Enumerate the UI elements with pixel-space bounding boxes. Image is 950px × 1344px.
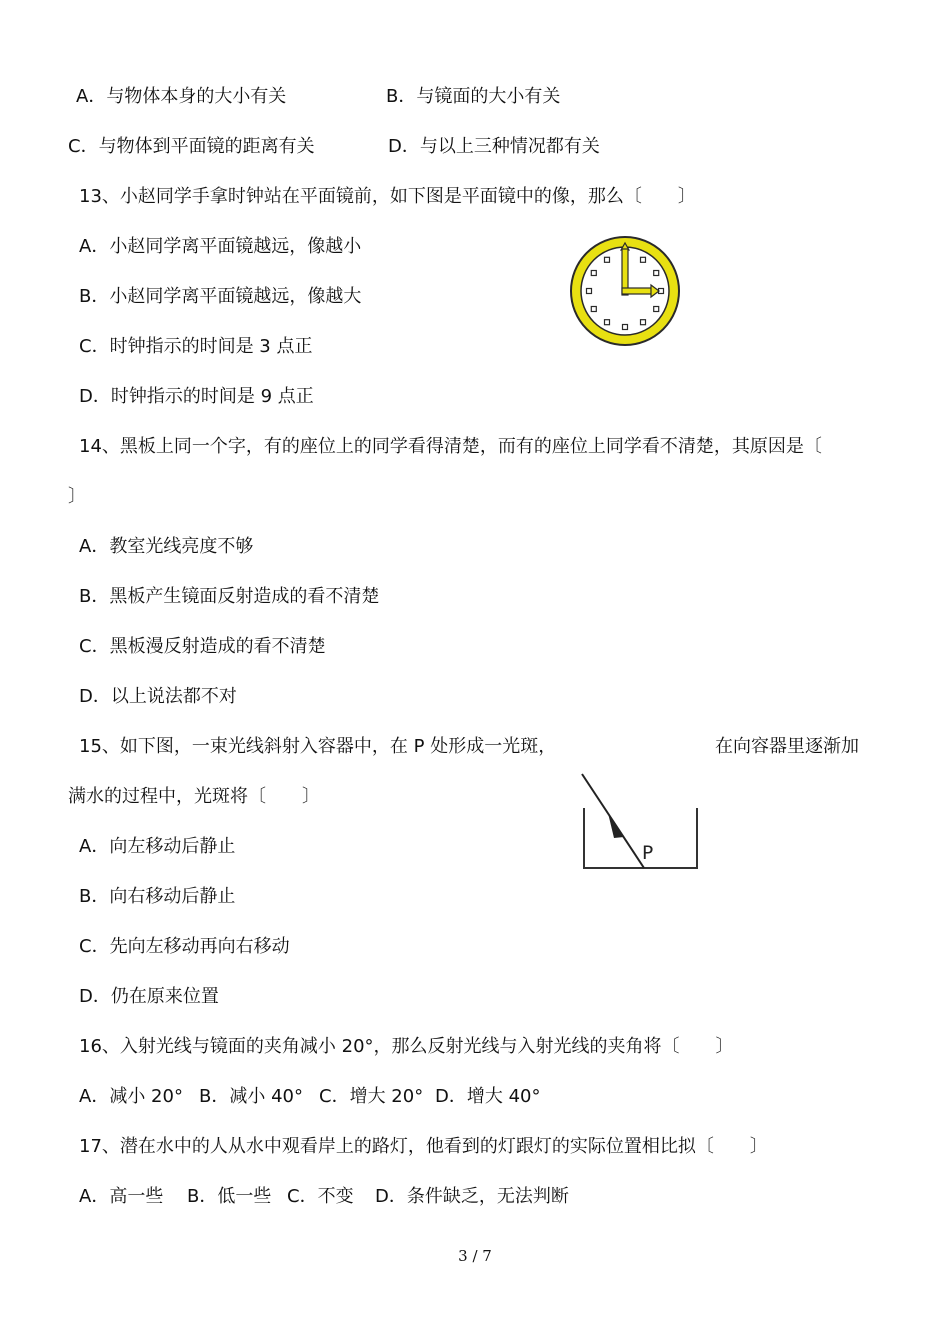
page-number: 3 / 7: [458, 1247, 492, 1265]
q16-option-c: C．增大 20°: [319, 1086, 424, 1107]
q15-option-d: D．仍在原来位置: [79, 986, 219, 1007]
clock-hour-mark: [654, 271, 659, 276]
q16-stem: 16、入射光线与镜面的夹角减小 20°，那么反射光线与入射光线的夹角将〔 〕: [79, 1036, 734, 1057]
spot-label-p: P: [642, 842, 654, 864]
clock-hour-mark: [587, 289, 592, 294]
q15-stem-part1: 15、如下图，一束光线斜射入容器中，在 P 处形成一光斑，: [79, 736, 557, 757]
q14-option-b: B．黑板产生镜面反射造成的看不清楚: [79, 586, 380, 607]
clock-hour-mark: [623, 325, 628, 330]
clock-figure: [566, 234, 684, 350]
q16-option-b: B．减小 40°: [199, 1086, 303, 1107]
clock-hour-mark: [591, 271, 596, 276]
q14-stem-line1: 14、黑板上同一个字，有的座位上的同学看得清楚，而有的座位上同学看不清楚，其原因是〔: [79, 436, 822, 457]
q15-option-c: C．先向左移动再向右移动: [79, 936, 290, 957]
q15-stem-line2: 满水的过程中，光斑将〔 〕: [68, 786, 320, 807]
q17-option-c: C．不变: [287, 1186, 354, 1207]
clock-hour-mark: [605, 257, 610, 262]
q17-stem: 17、潜在水中的人从水中观看岸上的路灯，他看到的灯跟灯的实际位置相比拟〔 〕: [79, 1136, 768, 1157]
q14-option-a: A．教室光线亮度不够: [79, 536, 254, 557]
q16-option-d: D．增大 40°: [435, 1086, 541, 1107]
q17-option-a: A．高一些: [79, 1186, 164, 1207]
q14-option-c: C．黑板漫反射造成的看不清楚: [79, 636, 326, 657]
q15-option-b: B．向右移动后静止: [79, 886, 236, 907]
q12-option-b: B．与镜面的大小有关: [386, 86, 561, 107]
clock-hour-mark: [641, 257, 646, 262]
q12-option-c: C．与物体到平面镜的距离有关: [68, 136, 315, 157]
q12-option-d: D．与以上三种情况都有关: [388, 136, 600, 157]
clock-hour-mark: [641, 320, 646, 325]
q13-stem: 13、小赵同学手拿时钟站在平面镜前，如下图是平面镜中的像，那么〔 〕: [79, 186, 696, 207]
q13-option-b: B．小赵同学离平面镜越远，像越大: [79, 286, 362, 307]
q14-stem-line2: 〕: [68, 486, 86, 507]
light-ray-arrowhead: [608, 813, 624, 838]
clock-hour-mark: [605, 320, 610, 325]
q14-option-d: D．以上说法都不对: [79, 686, 237, 707]
q13-option-a: A．小赵同学离平面镜越远，像越小: [79, 236, 362, 257]
q17-option-d: D．条件缺乏，无法判断: [375, 1186, 569, 1207]
q17-option-b: B．低一些: [187, 1186, 272, 1207]
q13-option-c: C．时钟指示的时间是 3 点正: [79, 336, 313, 357]
q16-option-a: A．减小 20°: [79, 1086, 183, 1107]
q13-option-d: D．时钟指示的时间是 9 点正: [79, 386, 314, 407]
container-walls: [584, 808, 697, 868]
clock-hour-mark: [591, 307, 596, 312]
q15-option-a: A．向左移动后静止: [79, 836, 236, 857]
clock-hour-mark: [654, 307, 659, 312]
container-light-figure: [578, 770, 703, 875]
q15-stem-part2: 在向容器里逐渐加: [715, 736, 859, 757]
q12-option-a: A．与物体本身的大小有关: [76, 86, 287, 107]
